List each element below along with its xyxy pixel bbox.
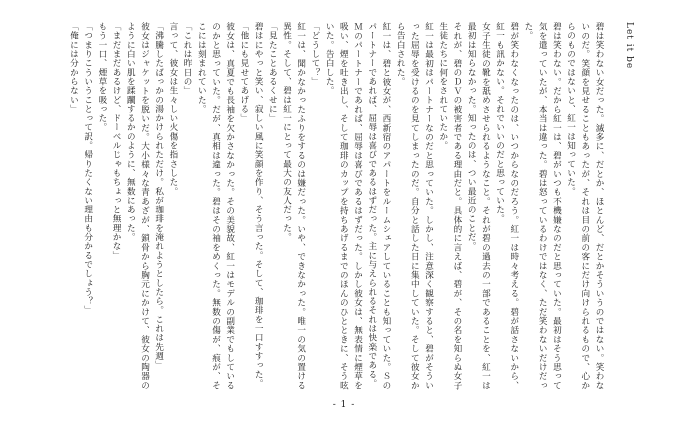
paragraph: 碧はにやっと笑い、寂しい風に笑顔を作り、そう言った。そして、珈琲を一口すすった。	[253, 22, 264, 388]
page-number: - 1 -	[332, 400, 356, 410]
vertical-text-body	[50, 22, 606, 390]
dialogue-line: 「俺には分からない」	[68, 22, 79, 114]
paragraph: 紅一は最初はパートナーなのだと思っていた。しかし、注意深く観察すると、碧がそういった屈辱を受けるのを見てしまったのだ。自分と話した日に集中していた。そして彼女から告白された。	[395, 22, 434, 390]
paragraph: 女子生徒の靴を舐めさせられるようなこと。それが碧の過去の一部であることを、紅一は最初は知らなかった。知ったのは、つい最近のことだ。	[466, 22, 491, 390]
dialogue-line: 「見たことあるくせに」	[267, 22, 278, 123]
paragraph: 紅一は、碧と彼女が、西新宿のアパートをルームシェアしていることも知っていた。Ｓのパートナーであれば、屈辱は喜びであるはずだった。主に与えられるそれは快楽である。	[366, 22, 391, 390]
paragraph: 碧は笑わない女だった。滅多に、だとか、ほとんど、だとかそういうのではない。笑わないのだ。笑顔を見せることもあったが、それは目の前の客にだけ向けられるもので、心からのものではないと、紅一は知っていた。	[565, 22, 604, 390]
running-header-title: Let it be	[624, 22, 634, 70]
paragraph: 紅一は、聞かなかったふりをするのは嫌だった。いや、できなかった。唯一の気の置ける異性。そして、碧は紅一にとって最大の友人だった。	[281, 22, 306, 390]
dialogue-line: 「つまりこういうことって訳。帰りたくない理由も分かるでしょう？」	[82, 22, 93, 315]
dialogue-line: 「これは昨日の」	[182, 22, 193, 96]
paragraph: もう一口、煙草を吸った。	[96, 22, 107, 132]
paragraph: 碧が笑わなくなったのは、いつからなのだろう。紅一は時々考える。碧が話さないから、紅一も訊かない。それでいいのだと思っていた。	[494, 22, 519, 390]
paragraph: 碧は笑わない。だから紅一は、碧がいつも不機嫌なのだと思っていた。最初はそう思って気を遣っていたが、本当は違った。碧は怒っているわけではなく、ただ笑わないだけだった。	[522, 22, 562, 390]
dialogue-line: 「他にも見せてあげる」	[238, 22, 249, 123]
paragraph: 彼女は、真夏でも長袖を欠かさなかった。その美貌故、紅一はモデルの副業でもしているのかと思っていた。だが、真相は違った。碧はその袖をめくった。無数の傷が、痕が、そこには刻まれていた。	[196, 22, 235, 390]
dialogue-line: 「どうして？」	[309, 22, 320, 87]
dialogue-line: 「まだまだあるけど、ドーベルじゃもちょっと無理かな」	[111, 22, 122, 260]
paragraph: それが、碧のＤＶの被害者である理由だと。具体的に言えば、碧が、その名を知らぬ女子生徒たちに何をされていたか。	[437, 22, 462, 390]
paragraph: Ｍのパートナーであれば、屈辱は喜びであるはずだった。しかし彼女は、無表情に煙草を吸い、煙を吐き出し、そして珈琲のカップを持ちあげるまでのほんのひとときに、そう呟いた。告白した。	[324, 22, 363, 390]
paragraph: 言って、彼女は生々しい火傷を指さした。	[167, 22, 178, 196]
dialogue-line: 「沸騰したばっかの湯かけられただけ。私が珈琲を淹れようとしたら。これは先週」	[153, 22, 164, 370]
paragraph: 彼女はジャケットを脱いだ。大小様々な青あざが、鎖骨から胸元にかけて、彼女の陶器のように白い肌を蹂躙するかのように、無数にあった。	[125, 22, 150, 390]
